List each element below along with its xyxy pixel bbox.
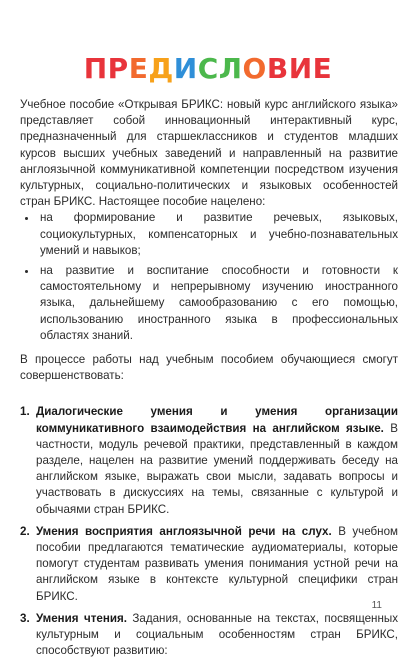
title-letter: И (288, 52, 313, 85)
goals-list (20, 210, 398, 344)
title-letter: П (83, 52, 108, 85)
skill-body: Задания, основанные на текстах, посвященных культурным и социальным особенностям стран БРИКС, способствуют развитию: (36, 611, 398, 658)
skill-item (20, 524, 398, 605)
skill-heading: Диалогические умения и умения организации коммуникативного взаимодействия на английском языке. (36, 405, 398, 435)
skill-number: 1. (20, 405, 30, 419)
title-letter: Л (218, 52, 243, 85)
skill-number: 3. (20, 611, 30, 625)
skill-text (36, 404, 398, 517)
skill-body: В частности, модуль речевой практики, представленный в каждом разделе, нацелен на развитие умений поддерживать беседу на английском языке, выражать свои мысли, задавать вопросы и участвовать в дискуссиях на темы, связанные с культурой и обычаями стран БРИКС. (36, 421, 398, 516)
skill-heading: Умения чтения. (36, 611, 127, 625)
page-title (0, 52, 416, 86)
skill-number: 2. (20, 524, 30, 538)
intro-paragraph: Учебное пособие «Открывая БРИКС: новый курс английского языка» представляет собой инновационный интерактивный курс, предназначенный для старшеклассников и студентов младших курсов высших учебных заведений и направленный на развитие англоязычной коммуникативной компетенции посредством изучения культурных, социально-политических и языковых особенностей стран БРИКС. Настоящее пособие нацелено: (20, 98, 398, 209)
skill-text (36, 524, 398, 605)
title-letter: С (197, 52, 219, 85)
skill-item (20, 404, 398, 517)
main-content (20, 97, 398, 666)
title-letter: И (173, 52, 198, 85)
goal-item: • на развитие и воспитание способности и готовности к самостоятельному и непрерывному изучению иностранного языка, дальнейшему самообразованию с его помощью, использованию иностранного языка в профессиональных областях знаний. (38, 263, 398, 344)
title-letter: Д (148, 52, 174, 85)
skill-body: В учебном пособии предлагаются тематические аудиоматериалы, которые помогут студентам развивать умения понимания устной речи на английском языке в контексте культурной специфики стран БРИКС. (36, 524, 399, 603)
title-letter: О (242, 52, 267, 85)
title-letter: Е (128, 52, 149, 85)
page-number: 11 (371, 600, 382, 611)
skill-item (20, 611, 398, 660)
skills-list (20, 404, 398, 659)
lead-paragraph: В процессе работы над учебным пособием обучающиеся смогут совершенствовать: (20, 353, 398, 383)
skill-text (36, 611, 398, 660)
goal-item: • на формирование и развитие речевых, языковых, социокультурных, компенсаторных и учебно-познавательных умений и навыков; (38, 210, 398, 259)
title-letter: В (266, 52, 289, 85)
title-letter: Р (107, 52, 129, 85)
title-letter: Е (312, 52, 333, 85)
skill-heading: Умения восприятия англоязычной речи на слух. (36, 524, 332, 538)
